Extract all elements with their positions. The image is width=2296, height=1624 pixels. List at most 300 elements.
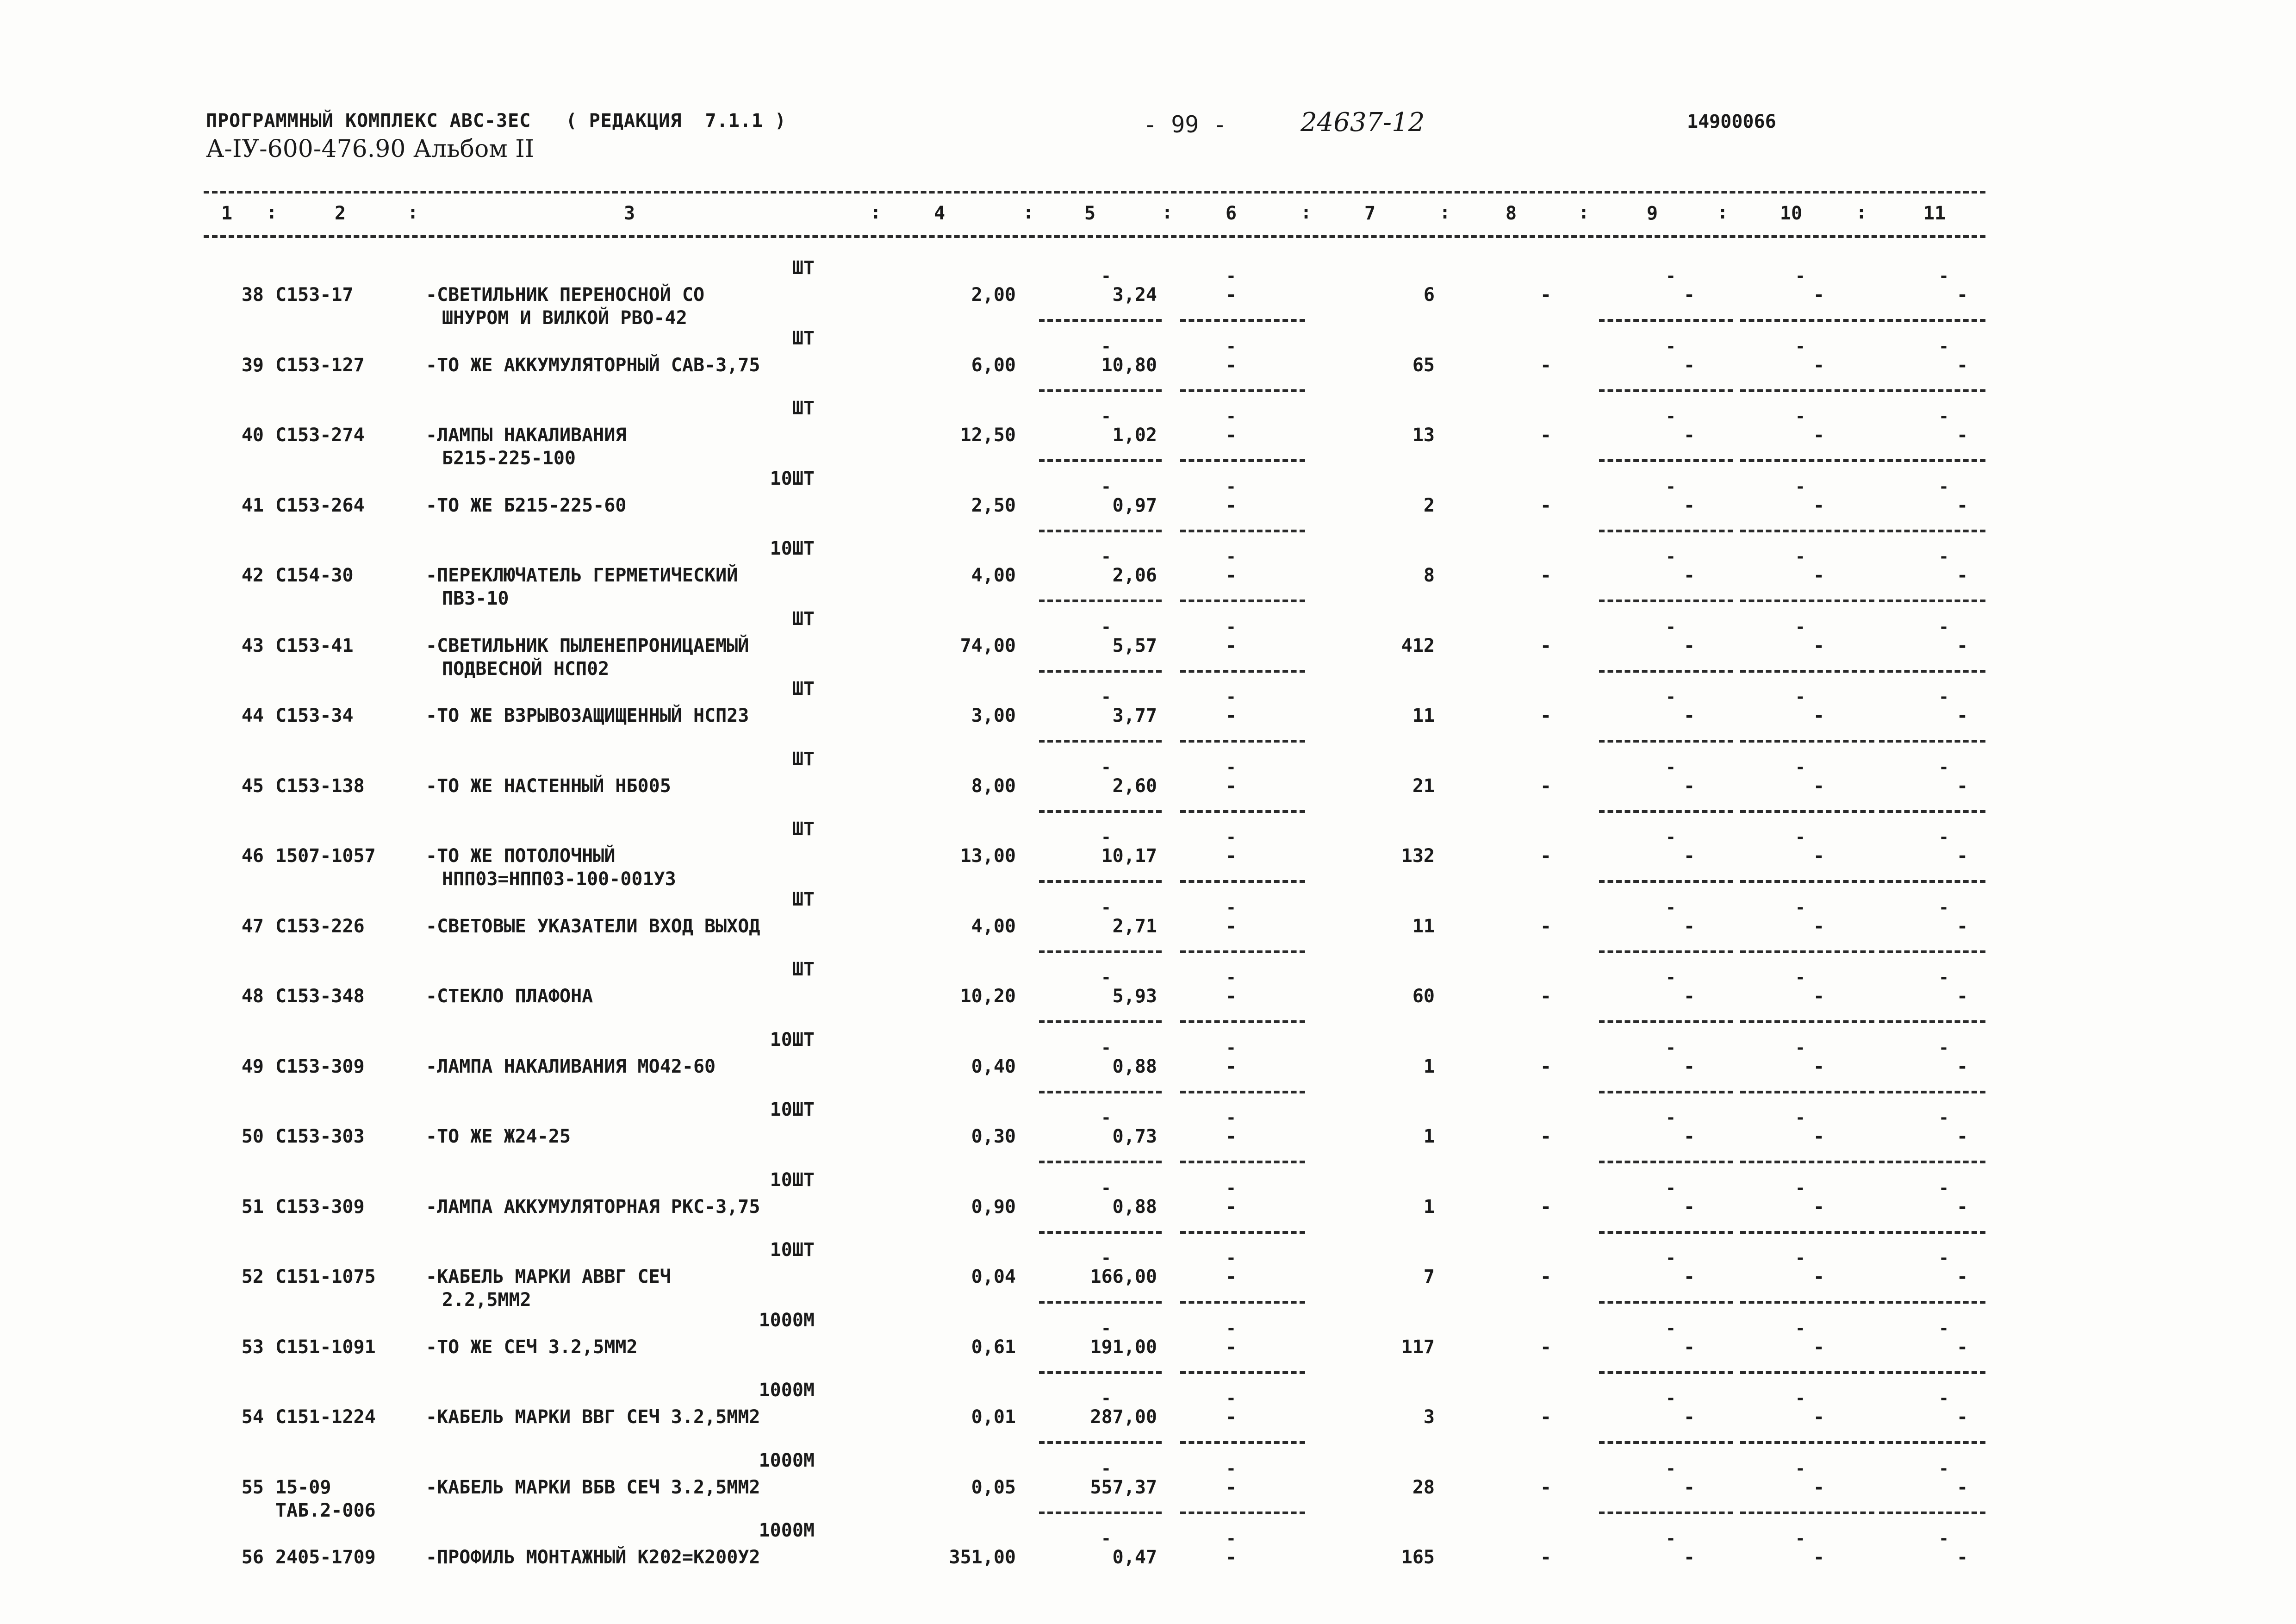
row-52-unit: 10ШТ — [770, 1239, 815, 1261]
row-49-upper-dash-2: - — [1666, 1038, 1676, 1057]
row-54-upper-dash-4: - — [1939, 1389, 1949, 1408]
row-51-rule-col5 — [1039, 1231, 1162, 1234]
row-45-rule-col9 — [1599, 810, 1733, 813]
row-52-col11-dash: - — [1956, 1266, 1968, 1287]
row-56-upper-dash-3: - — [1795, 1529, 1805, 1548]
row-47-rule-col10 — [1740, 950, 1874, 953]
row-45-number: 45 — [241, 775, 264, 797]
row-47-col8-dash: - — [1540, 915, 1552, 937]
row-39-rule-col10 — [1740, 389, 1874, 392]
row-52-upper-dash-1: - — [1226, 1249, 1236, 1268]
row-39-rule-col6 — [1180, 389, 1305, 392]
row-42-description: -ПЕРЕКЛЮЧАТЕЛЬ ГЕРМЕТИЧЕСКИЙ — [426, 565, 738, 586]
row-51-code: С153-309 — [275, 1196, 365, 1218]
row-54-upper-dash-2: - — [1666, 1389, 1676, 1408]
row-39-upper-dash-3: - — [1795, 337, 1805, 356]
row-48-col9-dash: - — [1683, 986, 1695, 1007]
row-43-description: -СВЕТИЛЬНИК ПЫЛЕНЕПРОНИЦАЕМЫЙ — [426, 635, 749, 656]
header-code: 14900066 — [1687, 111, 1776, 132]
row-52-col6-dash: - — [1225, 1266, 1237, 1287]
row-44-unit: ШТ — [792, 678, 815, 700]
row-54-col8-dash: - — [1540, 1406, 1552, 1428]
row-38-unit: ШТ — [792, 257, 815, 279]
row-49-number: 49 — [241, 1056, 264, 1077]
row-50-rule-col10 — [1740, 1161, 1874, 1163]
row-41-col6-dash: - — [1225, 494, 1237, 516]
row-51-upper-dash-3: - — [1795, 1178, 1805, 1198]
row-42-rule-col6 — [1180, 600, 1305, 602]
row-48-unit: ШТ — [792, 959, 815, 980]
row-44-upper-dash-4: - — [1939, 687, 1949, 706]
row-41-col4-value: 2,50 — [971, 494, 1016, 516]
row-54-upper-dash-1: - — [1226, 1389, 1236, 1408]
row-40-col4-value: 12,50 — [960, 425, 1016, 446]
row-44-rule-col5 — [1039, 740, 1162, 743]
row-54-rule-col9 — [1599, 1441, 1733, 1444]
row-44-col7-value: 11 — [1412, 705, 1435, 726]
row-38-upper-dash-2: - — [1666, 267, 1676, 286]
row-50-unit: 10ШТ — [770, 1099, 815, 1120]
row-49-upper-dash-3: - — [1795, 1038, 1805, 1057]
row-49-col9-dash: - — [1683, 1056, 1695, 1077]
column-separator: : — [1717, 202, 1729, 223]
row-48-rule-col10 — [1740, 1020, 1874, 1023]
row-39-upper-dash-0: - — [1101, 337, 1111, 356]
row-45-col5-value: 2,60 — [1112, 775, 1157, 797]
row-55-upper-dash-2: - — [1666, 1459, 1676, 1478]
row-40-rule-col11 — [1879, 459, 1985, 462]
row-42-upper-dash-4: - — [1939, 547, 1949, 566]
row-40-description: -ЛАМПЫ НАКАЛИВАНИЯ — [426, 425, 627, 446]
row-39-col6-dash: - — [1225, 354, 1237, 376]
row-51-upper-dash-4: - — [1939, 1178, 1949, 1198]
row-52-number: 52 — [241, 1266, 264, 1287]
row-50-col7-value: 1 — [1423, 1126, 1435, 1147]
row-38-description: -СВЕТИЛЬНИК ПЕРЕНОСНОЙ СО — [426, 284, 705, 306]
row-39-code: С153-127 — [275, 354, 365, 376]
column-header-6: 6 — [1225, 203, 1237, 224]
row-54-code: С151-1224 — [275, 1406, 376, 1428]
row-52-upper-dash-4: - — [1939, 1249, 1949, 1268]
row-52-col5-value: 166,00 — [1090, 1266, 1157, 1287]
row-56-col6-dash: - — [1225, 1547, 1237, 1568]
row-41-col10-dash: - — [1813, 494, 1825, 516]
row-49-upper-dash-0: - — [1101, 1038, 1111, 1057]
row-46-code: 1507-1057 — [275, 845, 376, 867]
row-50-code: С153-303 — [275, 1126, 365, 1147]
row-55-col9-dash: - — [1683, 1476, 1695, 1498]
row-44-col5-value: 3,77 — [1112, 705, 1157, 726]
row-39-description: -ТО ЖЕ АККУМУЛЯТОРНЫЙ САВ-3,75 — [426, 354, 760, 376]
row-49-col10-dash: - — [1813, 1056, 1825, 1077]
row-45-rule-col6 — [1180, 810, 1305, 813]
row-53-rule-col9 — [1599, 1371, 1733, 1374]
row-53-upper-dash-0: - — [1101, 1318, 1111, 1338]
row-39-col9-dash: - — [1683, 354, 1695, 376]
row-38-description-line2: ШНУРОМ И ВИЛКОЙ РВО-42 — [442, 307, 687, 329]
row-55-col5-value: 557,37 — [1090, 1476, 1157, 1498]
row-50-upper-dash-2: - — [1666, 1108, 1676, 1127]
column-header-8: 8 — [1505, 203, 1517, 224]
row-42-col7-value: 8 — [1423, 565, 1435, 586]
row-42-number: 42 — [241, 565, 264, 586]
row-40-unit: ШТ — [792, 398, 815, 419]
row-39-col4-value: 6,00 — [971, 354, 1016, 376]
row-53-description: -ТО ЖЕ СЕЧ 3.2,5ММ2 — [426, 1336, 638, 1358]
row-54-unit: 1000М — [759, 1380, 815, 1401]
row-52-description-line2: 2.2,5ММ2 — [442, 1289, 531, 1311]
row-38-number: 38 — [241, 284, 264, 306]
column-separator: : — [407, 202, 419, 223]
row-55-rule-col9 — [1599, 1512, 1733, 1514]
row-46-rule-col9 — [1599, 880, 1733, 883]
row-56-col11-dash: - — [1956, 1547, 1968, 1568]
row-44-description: -ТО ЖЕ ВЗРЫВОЗАЩИЩЕННЫЙ НСП23 — [426, 705, 749, 726]
row-47-rule-col9 — [1599, 950, 1733, 953]
row-54-number: 54 — [241, 1406, 264, 1428]
row-47-rule-col11 — [1879, 950, 1985, 953]
row-38-rule-col5 — [1039, 319, 1162, 322]
column-separator: : — [1856, 202, 1867, 223]
row-42-col9-dash: - — [1683, 565, 1695, 586]
row-48-rule-col5 — [1039, 1020, 1162, 1023]
row-55-col7-value: 28 — [1412, 1476, 1435, 1498]
row-46-col9-dash: - — [1683, 845, 1695, 867]
row-40-rule-col9 — [1599, 459, 1733, 462]
row-45-description: -ТО ЖЕ НАСТЕННЫЙ НБ005 — [426, 775, 671, 797]
row-54-rule-col6 — [1180, 1441, 1305, 1444]
row-46-col4-value: 13,00 — [960, 845, 1016, 867]
row-47-number: 47 — [241, 915, 264, 937]
row-44-upper-dash-1: - — [1226, 687, 1236, 706]
row-42-upper-dash-0: - — [1101, 547, 1111, 566]
row-43-col11-dash: - — [1956, 635, 1968, 656]
row-45-col11-dash: - — [1956, 775, 1968, 797]
row-53-col4-value: 0,61 — [971, 1336, 1016, 1358]
row-48-col10-dash: - — [1813, 986, 1825, 1007]
row-38-col10-dash: - — [1813, 284, 1825, 306]
row-56-col10-dash: - — [1813, 1547, 1825, 1568]
row-46-rule-col5 — [1039, 880, 1162, 883]
row-48-col7-value: 60 — [1412, 986, 1435, 1007]
row-40-col10-dash: - — [1813, 425, 1825, 446]
row-55-code-line2: ТАБ.2-006 — [275, 1499, 376, 1521]
row-43-col8-dash: - — [1540, 635, 1552, 656]
row-55-rule-col5 — [1039, 1512, 1162, 1514]
row-53-rule-col11 — [1879, 1371, 1985, 1374]
row-56-col7-value: 165 — [1401, 1547, 1435, 1568]
row-46-rule-col11 — [1879, 880, 1985, 883]
row-50-col9-dash: - — [1683, 1126, 1695, 1147]
column-header-10: 10 — [1780, 203, 1803, 224]
row-38-col11-dash: - — [1956, 284, 1968, 306]
row-38-upper-dash-0: - — [1101, 267, 1111, 286]
row-43-upper-dash-4: - — [1939, 617, 1949, 637]
row-38-col6-dash: - — [1225, 284, 1237, 306]
row-56-upper-dash-4: - — [1939, 1529, 1949, 1548]
row-46-unit: ШТ — [792, 818, 815, 840]
row-51-upper-dash-1: - — [1226, 1178, 1236, 1198]
row-45-col9-dash: - — [1683, 775, 1695, 797]
row-51-number: 51 — [241, 1196, 264, 1218]
row-51-upper-dash-0: - — [1101, 1178, 1111, 1198]
row-44-col11-dash: - — [1956, 705, 1968, 726]
row-45-col10-dash: - — [1813, 775, 1825, 797]
row-48-number: 48 — [241, 986, 264, 1007]
row-50-col6-dash: - — [1225, 1126, 1237, 1147]
row-49-code: С153-309 — [275, 1056, 365, 1077]
row-51-rule-col10 — [1740, 1231, 1874, 1234]
row-47-col6-dash: - — [1225, 915, 1237, 937]
row-50-upper-dash-1: - — [1226, 1108, 1236, 1127]
row-53-col6-dash: - — [1225, 1336, 1237, 1358]
row-52-rule-col9 — [1599, 1301, 1733, 1304]
row-42-col8-dash: - — [1540, 565, 1552, 586]
row-41-rule-col5 — [1039, 530, 1162, 532]
row-49-col8-dash: - — [1540, 1056, 1552, 1077]
row-52-rule-col5 — [1039, 1301, 1162, 1304]
row-53-col11-dash: - — [1956, 1336, 1968, 1358]
row-41-rule-col6 — [1180, 530, 1305, 532]
row-46-col8-dash: - — [1540, 845, 1552, 867]
row-42-rule-col5 — [1039, 600, 1162, 602]
row-39-unit: ШТ — [792, 327, 815, 349]
row-51-col4-value: 0,90 — [971, 1196, 1016, 1218]
row-44-number: 44 — [241, 705, 264, 726]
row-49-col7-value: 1 — [1423, 1056, 1435, 1077]
row-54-upper-dash-0: - — [1101, 1389, 1111, 1408]
row-51-col11-dash: - — [1956, 1196, 1968, 1218]
row-53-col8-dash: - — [1540, 1336, 1552, 1358]
row-43-rule-col6 — [1180, 670, 1305, 673]
row-42-rule-col9 — [1599, 600, 1733, 602]
row-44-rule-col10 — [1740, 740, 1874, 743]
row-44-rule-col6 — [1180, 740, 1305, 743]
row-40-upper-dash-2: - — [1666, 407, 1676, 426]
row-51-description: -ЛАМПА АККУМУЛЯТОРНАЯ РКС-3,75 — [426, 1196, 760, 1218]
row-48-rule-col9 — [1599, 1020, 1733, 1023]
header-rule-bottom — [204, 235, 1985, 238]
row-55-upper-dash-3: - — [1795, 1459, 1805, 1478]
row-44-col6-dash: - — [1225, 705, 1237, 726]
row-40-description-line2: Б215-225-100 — [442, 448, 576, 469]
row-54-rule-col5 — [1039, 1441, 1162, 1444]
row-45-upper-dash-4: - — [1939, 757, 1949, 777]
row-42-col10-dash: - — [1813, 565, 1825, 586]
row-49-unit: 10ШТ — [770, 1029, 815, 1050]
row-43-description-line2: ПОДВЕСНОЙ НСП02 — [442, 658, 610, 680]
row-52-rule-col11 — [1879, 1301, 1985, 1304]
row-43-unit: ШТ — [792, 608, 815, 630]
column-header-11: 11 — [1923, 203, 1946, 224]
row-54-col7-value: 3 — [1423, 1406, 1435, 1428]
row-46-col11-dash: - — [1956, 845, 1968, 867]
row-56-col9-dash: - — [1683, 1547, 1695, 1568]
row-43-col9-dash: - — [1683, 635, 1695, 656]
row-53-code: С151-1091 — [275, 1336, 376, 1358]
row-56-upper-dash-2: - — [1666, 1529, 1676, 1548]
column-header-3: 3 — [623, 203, 635, 224]
row-47-unit: ШТ — [792, 888, 815, 910]
row-46-description-line2: НПП03=НПП03-100-001У3 — [442, 868, 676, 890]
row-56-upper-dash-0: - — [1101, 1529, 1111, 1548]
row-52-rule-col6 — [1180, 1301, 1305, 1304]
row-39-rule-col9 — [1599, 389, 1733, 392]
row-52-code: С151-1075 — [275, 1266, 376, 1287]
row-41-unit: 10ШТ — [770, 468, 815, 489]
row-42-unit: 10ШТ — [770, 538, 815, 559]
row-43-col10-dash: - — [1813, 635, 1825, 656]
row-55-rule-col6 — [1180, 1512, 1305, 1514]
row-55-col8-dash: - — [1540, 1476, 1552, 1498]
row-47-upper-dash-4: - — [1939, 898, 1949, 917]
column-header-2: 2 — [334, 203, 346, 224]
row-53-col5-value: 191,00 — [1090, 1336, 1157, 1358]
row-49-upper-dash-1: - — [1226, 1038, 1236, 1057]
row-49-rule-col10 — [1740, 1091, 1874, 1093]
row-47-col7-value: 11 — [1412, 915, 1435, 937]
row-51-rule-col11 — [1879, 1231, 1985, 1234]
row-52-col7-value: 7 — [1423, 1266, 1435, 1287]
row-42-description-line2: ПВЗ-10 — [442, 588, 509, 609]
column-separator: : — [1578, 202, 1590, 223]
row-43-rule-col10 — [1740, 670, 1874, 673]
header-rule-top — [204, 191, 1985, 194]
header-program: ПРОГРАММНЫЙ КОМПЛЕКС АВС-3ЕС ( РЕДАКЦИЯ 7.1.1 ) — [206, 110, 787, 131]
row-52-upper-dash-0: - — [1101, 1249, 1111, 1268]
row-45-code: С153-138 — [275, 775, 365, 797]
row-48-code: С153-348 — [275, 986, 365, 1007]
row-42-col11-dash: - — [1956, 565, 1968, 586]
row-42-rule-col10 — [1740, 600, 1874, 602]
column-separator: : — [1439, 202, 1451, 223]
row-38-col9-dash: - — [1683, 284, 1695, 306]
row-44-rule-col11 — [1879, 740, 1985, 743]
row-45-col8-dash: - — [1540, 775, 1552, 797]
row-41-col5-value: 0,97 — [1112, 494, 1157, 516]
row-38-col4-value: 2,00 — [971, 284, 1016, 306]
row-53-upper-dash-2: - — [1666, 1318, 1676, 1338]
row-50-upper-dash-4: - — [1939, 1108, 1949, 1127]
row-56-code: 2405-1709 — [275, 1547, 376, 1568]
row-41-rule-col9 — [1599, 530, 1733, 532]
row-51-upper-dash-2: - — [1666, 1178, 1676, 1198]
row-46-upper-dash-1: - — [1226, 828, 1236, 847]
row-53-col9-dash: - — [1683, 1336, 1695, 1358]
row-43-number: 43 — [241, 635, 264, 656]
row-44-col10-dash: - — [1813, 705, 1825, 726]
row-52-col4-value: 0,04 — [971, 1266, 1016, 1287]
row-38-upper-dash-3: - — [1795, 267, 1805, 286]
column-header-7: 7 — [1364, 203, 1376, 224]
row-52-description: -КАБЕЛЬ МАРКИ АВВГ СЕЧ — [426, 1266, 671, 1287]
row-49-rule-col11 — [1879, 1091, 1985, 1093]
header-handwritten-number: 24637-12 — [1300, 107, 1425, 137]
row-56-col8-dash: - — [1540, 1547, 1552, 1568]
row-42-upper-dash-1: - — [1226, 547, 1236, 566]
row-40-upper-dash-1: - — [1226, 407, 1236, 426]
row-40-number: 40 — [241, 425, 264, 446]
row-55-number: 55 — [241, 1476, 264, 1498]
row-51-col10-dash: - — [1813, 1196, 1825, 1218]
row-40-col7-value: 13 — [1412, 425, 1435, 446]
row-53-col7-value: 117 — [1401, 1336, 1435, 1358]
row-45-col7-value: 21 — [1412, 775, 1435, 797]
row-55-col4-value: 0,05 — [971, 1476, 1016, 1498]
row-43-upper-dash-3: - — [1795, 617, 1805, 637]
row-40-col9-dash: - — [1683, 425, 1695, 446]
row-44-upper-dash-0: - — [1101, 687, 1111, 706]
row-55-description: -КАБЕЛЬ МАРКИ ВБВ СЕЧ 3.2,5ММ2 — [426, 1476, 760, 1498]
row-40-upper-dash-4: - — [1939, 407, 1949, 426]
row-49-rule-col9 — [1599, 1091, 1733, 1093]
row-55-col6-dash: - — [1225, 1476, 1237, 1498]
row-48-col4-value: 10,20 — [960, 986, 1016, 1007]
row-48-upper-dash-1: - — [1226, 968, 1236, 987]
row-43-rule-col11 — [1879, 670, 1985, 673]
row-45-upper-dash-0: - — [1101, 757, 1111, 777]
row-47-upper-dash-0: - — [1101, 898, 1111, 917]
row-40-code: С153-274 — [275, 425, 365, 446]
column-separator: : — [870, 202, 882, 223]
row-41-code: С153-264 — [275, 494, 365, 516]
row-40-col11-dash: - — [1956, 425, 1968, 446]
row-38-col8-dash: - — [1540, 284, 1552, 306]
row-51-rule-col9 — [1599, 1231, 1733, 1234]
row-39-number: 39 — [241, 354, 264, 376]
row-54-col6-dash: - — [1225, 1406, 1237, 1428]
row-51-unit: 10ШТ — [770, 1169, 815, 1191]
row-41-upper-dash-2: - — [1666, 477, 1676, 496]
row-49-col6-dash: - — [1225, 1056, 1237, 1077]
row-49-rule-col5 — [1039, 1091, 1162, 1093]
row-39-col8-dash: - — [1540, 354, 1552, 376]
row-52-col10-dash: - — [1813, 1266, 1825, 1287]
row-43-col6-dash: - — [1225, 635, 1237, 656]
row-41-upper-dash-4: - — [1939, 477, 1949, 496]
row-54-col10-dash: - — [1813, 1406, 1825, 1428]
row-55-code: 15-09 — [275, 1476, 331, 1498]
header-page-number: - 99 - — [1143, 111, 1227, 138]
row-40-upper-dash-0: - — [1101, 407, 1111, 426]
row-48-col6-dash: - — [1225, 986, 1237, 1007]
row-42-rule-col11 — [1879, 600, 1985, 602]
row-47-rule-col6 — [1180, 950, 1305, 953]
row-43-upper-dash-1: - — [1226, 617, 1236, 637]
row-40-rule-col6 — [1180, 459, 1305, 462]
column-separator: : — [1162, 202, 1173, 223]
column-separator: : — [1023, 202, 1034, 223]
row-41-col11-dash: - — [1956, 494, 1968, 516]
header-album: А-IУ-600-476.90 Альбом II — [206, 135, 535, 163]
row-47-col10-dash: - — [1813, 915, 1825, 937]
row-50-col8-dash: - — [1540, 1126, 1552, 1147]
row-50-col11-dash: - — [1956, 1126, 1968, 1147]
row-43-col5-value: 5,57 — [1112, 635, 1157, 656]
row-45-unit: ШТ — [792, 748, 815, 770]
column-separator: : — [266, 202, 278, 223]
row-51-rule-col6 — [1180, 1231, 1305, 1234]
row-43-rule-col5 — [1039, 670, 1162, 673]
row-51-col5-value: 0,88 — [1112, 1196, 1157, 1218]
row-47-description: -СВЕТОВЫЕ УКАЗАТЕЛИ ВХОД ВЫХОД — [426, 915, 760, 937]
row-46-number: 46 — [241, 845, 264, 867]
row-39-col10-dash: - — [1813, 354, 1825, 376]
row-45-rule-col5 — [1039, 810, 1162, 813]
row-40-rule-col5 — [1039, 459, 1162, 462]
column-header-4: 4 — [933, 203, 946, 224]
row-55-rule-col11 — [1879, 1512, 1985, 1514]
